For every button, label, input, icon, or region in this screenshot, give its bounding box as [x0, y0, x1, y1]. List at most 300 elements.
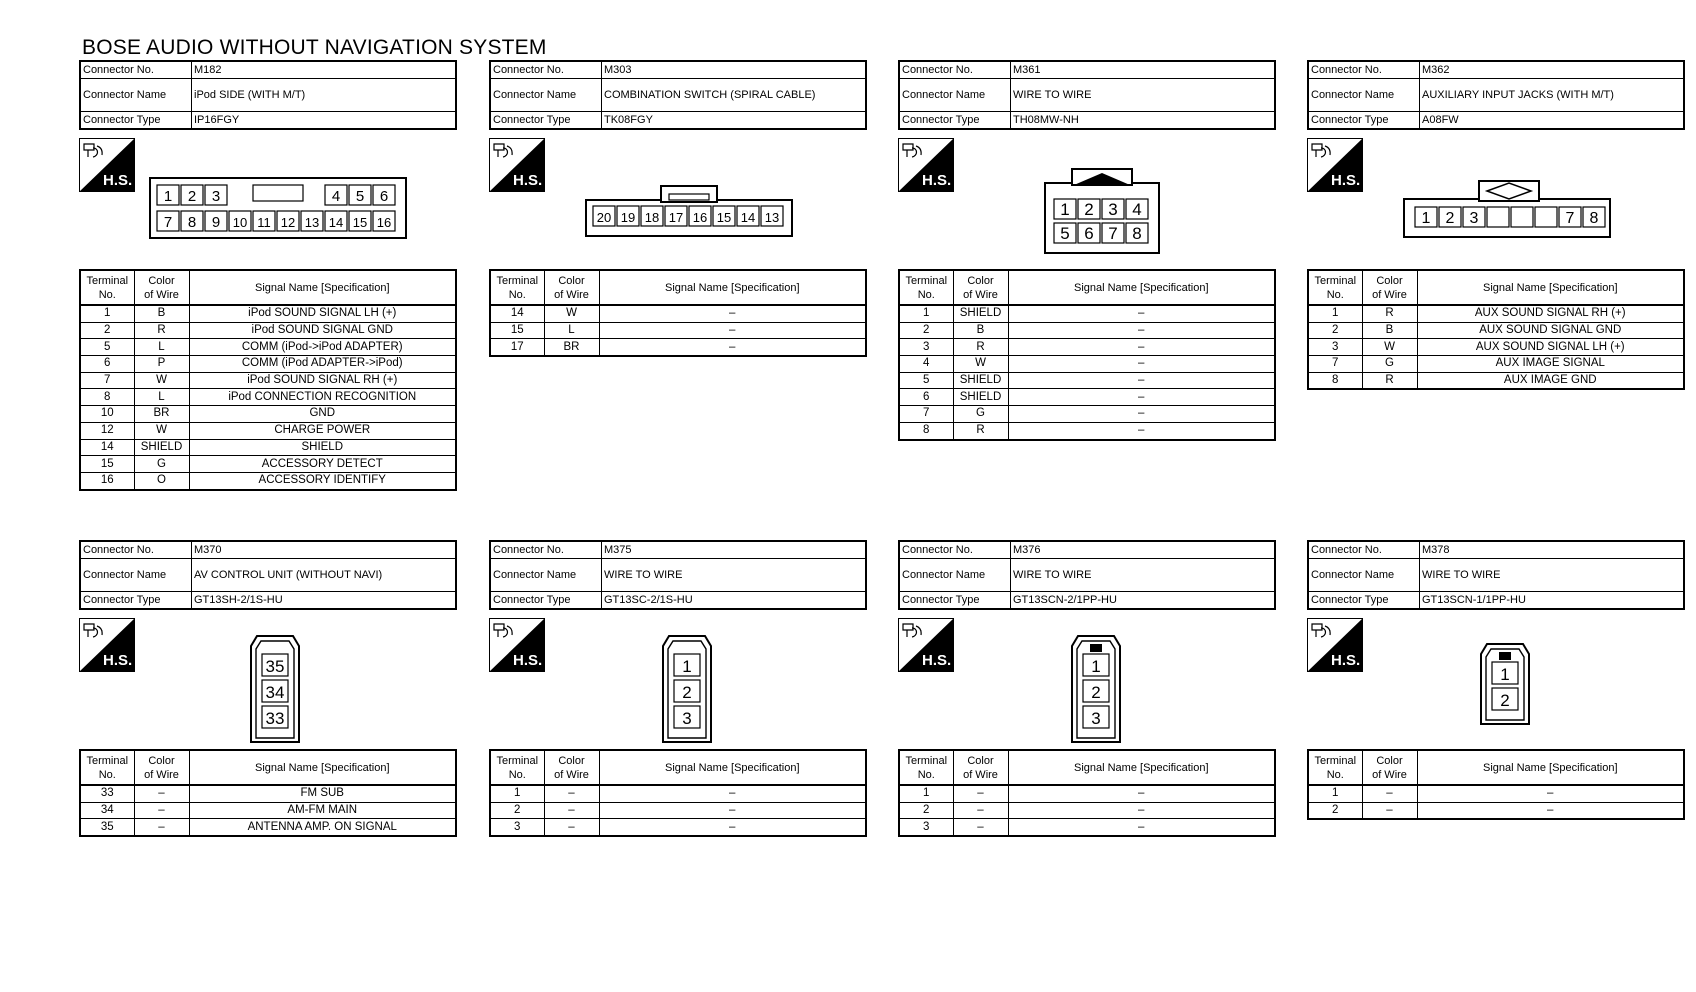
connector-info-table — [1307, 60, 1685, 130]
connector-panel-m370 — [79, 540, 457, 837]
terminal-no: 2 — [490, 802, 544, 819]
pin-label: 2 — [682, 683, 692, 702]
wire-color: G — [134, 456, 189, 473]
connector-name-label: Connector Name — [80, 79, 192, 112]
hs-label: H.S. — [1331, 652, 1361, 669]
terminal-no: 2 — [899, 802, 953, 819]
terminal-no: 15 — [490, 322, 544, 339]
pin-label: 11 — [257, 215, 271, 230]
color-header: Color of Wire — [544, 750, 599, 785]
connector-face-m361 — [1044, 167, 1162, 255]
connector-panel-m378 — [1307, 540, 1685, 820]
terminal-no: 16 — [80, 472, 134, 489]
connector-no-value: M376 — [1011, 541, 1276, 559]
wire-color: SHIELD — [953, 372, 1008, 389]
terminal-no: 12 — [80, 422, 134, 439]
terminal-no: 2 — [1308, 802, 1362, 819]
connector-name-label: Connector Name — [1308, 559, 1420, 592]
harness-side-icon — [898, 618, 954, 672]
terminal-no: 8 — [1308, 372, 1362, 389]
terminal-table — [1307, 269, 1685, 390]
signal-name: – — [1008, 322, 1275, 339]
pin-label: 16 — [376, 215, 392, 230]
connector-no-value: M370 — [192, 541, 457, 559]
wire-color: W — [953, 356, 1008, 373]
connector-face-m376 — [1070, 634, 1122, 744]
connector-name-label: Connector Name — [80, 559, 192, 592]
signal-name: – — [1008, 389, 1275, 406]
wire-color: – — [953, 785, 1008, 802]
connector-name-label: Connector Name — [899, 559, 1011, 592]
pin-label: 15 — [352, 215, 368, 230]
signal-name: AUX SOUND SIGNAL GND — [1417, 322, 1684, 339]
pin-label: 13 — [304, 215, 320, 230]
terminal-no: 1 — [899, 305, 953, 322]
wire-color: O — [134, 472, 189, 489]
connector-no-value: M361 — [1011, 61, 1276, 79]
terminal-no: 15 — [80, 456, 134, 473]
wire-color: BR — [544, 339, 599, 356]
table-row — [899, 389, 1275, 406]
pin-label: 2 — [187, 188, 197, 205]
color-header: Color of Wire — [134, 270, 189, 305]
pin-label: 5 — [1060, 224, 1070, 243]
signal-name: iPod SOUND SIGNAL GND — [189, 322, 456, 339]
table-row — [1308, 785, 1684, 802]
connector-name-label: Connector Name — [1308, 79, 1420, 112]
terminal-no: 35 — [80, 819, 134, 836]
terminal-no: 1 — [490, 785, 544, 802]
signal-name: COMM (iPod ADAPTER->iPod) — [189, 356, 456, 373]
terminal-no: 1 — [1308, 785, 1362, 802]
connector-name-value: AV CONTROL UNIT (WITHOUT NAVI) — [192, 559, 457, 592]
connector-no-label: Connector No. — [899, 541, 1011, 559]
wire-color: – — [544, 819, 599, 836]
pin-label: 10 — [232, 215, 248, 230]
terminal-no: 2 — [1308, 322, 1362, 339]
color-header: Color of Wire — [1362, 750, 1417, 785]
connector-name-value: WIRE TO WIRE — [1011, 79, 1276, 112]
hs-label: H.S. — [1331, 172, 1361, 189]
pin-label: 3 — [682, 709, 692, 728]
terminal-table — [489, 749, 867, 837]
connector-info-table — [489, 60, 867, 130]
color-header: Color of Wire — [1362, 270, 1417, 305]
terminal-no: 2 — [899, 322, 953, 339]
terminal-header: Terminal No. — [490, 750, 544, 785]
table-row — [80, 339, 456, 356]
terminal-header: Terminal No. — [1308, 750, 1362, 785]
terminal-no: 7 — [899, 406, 953, 423]
table-row — [1308, 372, 1684, 389]
connector-panel-m361 — [898, 60, 1276, 441]
signal-header: Signal Name [Specification] — [1417, 750, 1684, 785]
connector-type-value: IP16FGY — [192, 112, 457, 130]
connector-info-table — [79, 60, 457, 130]
table-row — [80, 356, 456, 373]
pin-label: 3 — [1108, 200, 1118, 219]
harness-side-icon — [489, 138, 545, 192]
wire-color: – — [953, 802, 1008, 819]
connector-type-label: Connector Type — [1308, 592, 1420, 610]
signal-header: Signal Name [Specification] — [1008, 270, 1275, 305]
terminal-no: 6 — [80, 356, 134, 373]
signal-name: – — [1008, 785, 1275, 802]
table-row — [1308, 802, 1684, 819]
table-row — [80, 322, 456, 339]
harness-side-icon — [1307, 138, 1363, 192]
signal-header: Signal Name [Specification] — [599, 270, 866, 305]
connector-name-value: WIRE TO WIRE — [1420, 559, 1685, 592]
pin-label: 14 — [328, 215, 344, 230]
terminal-table — [898, 749, 1276, 837]
connector-face-m182 — [149, 177, 409, 241]
pin-label: 33 — [265, 709, 285, 728]
connector-type-label: Connector Type — [1308, 112, 1420, 130]
wire-color: – — [544, 802, 599, 819]
signal-name: AUX SOUND SIGNAL RH (+) — [1417, 305, 1684, 322]
signal-name: – — [1008, 339, 1275, 356]
hs-label: H.S. — [922, 172, 952, 189]
pin-label: 19 — [620, 210, 636, 225]
signal-name: – — [599, 305, 866, 322]
table-row — [899, 802, 1275, 819]
wire-color: R — [1362, 372, 1417, 389]
pin-label: 8 — [187, 214, 197, 231]
wire-color: – — [134, 785, 189, 802]
wire-color: – — [1362, 802, 1417, 819]
table-row — [80, 406, 456, 423]
pin-label: 4 — [1132, 200, 1142, 219]
signal-name: AUX IMAGE GND — [1417, 372, 1684, 389]
wire-color: B — [1362, 322, 1417, 339]
table-row — [80, 802, 456, 819]
terminal-no: 1 — [80, 305, 134, 322]
signal-name: iPod CONNECTION RECOGNITION — [189, 389, 456, 406]
pin-label: 2 — [1500, 691, 1510, 710]
signal-header: Signal Name [Specification] — [1008, 750, 1275, 785]
pin-label: 3 — [1091, 709, 1101, 728]
wire-color: L — [134, 339, 189, 356]
signal-name: ANTENNA AMP. ON SIGNAL — [189, 819, 456, 836]
wire-color: G — [953, 406, 1008, 423]
pin-label: 2 — [1091, 683, 1101, 702]
table-row — [899, 305, 1275, 322]
pin-label: 6 — [379, 188, 389, 205]
table-row — [80, 472, 456, 489]
table-row — [80, 305, 456, 322]
signal-name: – — [1008, 802, 1275, 819]
connector-info-table — [898, 60, 1276, 130]
connector-type-value: TH08MW-NH — [1011, 112, 1276, 130]
connector-type-label: Connector Type — [490, 592, 602, 610]
connector-name-value: WIRE TO WIRE — [602, 559, 867, 592]
terminal-no: 5 — [899, 372, 953, 389]
connector-info-table — [489, 540, 867, 610]
connector-no-label: Connector No. — [899, 61, 1011, 79]
table-row — [899, 422, 1275, 439]
connector-type-value: TK08FGY — [602, 112, 867, 130]
signal-name: – — [1008, 356, 1275, 373]
wire-color: SHIELD — [134, 439, 189, 456]
terminal-no: 1 — [899, 785, 953, 802]
pin-label: 14 — [740, 210, 756, 225]
signal-header: Signal Name [Specification] — [599, 750, 866, 785]
pin-label: 2 — [1084, 200, 1094, 219]
connector-face-m370 — [249, 634, 301, 744]
connector-no-label: Connector No. — [490, 541, 602, 559]
table-row — [899, 322, 1275, 339]
color-header: Color of Wire — [134, 750, 189, 785]
wire-color: – — [134, 819, 189, 836]
pin-label: 2 — [1445, 210, 1455, 227]
signal-name: COMM (iPod->iPod ADAPTER) — [189, 339, 456, 356]
connector-type-label: Connector Type — [899, 112, 1011, 130]
harness-side-icon — [79, 138, 135, 192]
terminal-table — [898, 269, 1276, 441]
signal-name: SHIELD — [189, 439, 456, 456]
connector-no-value: M375 — [602, 541, 867, 559]
pin-label: 7 — [163, 214, 173, 231]
connector-name-label: Connector Name — [490, 559, 602, 592]
table-row — [899, 406, 1275, 423]
signal-name: GND — [189, 406, 456, 423]
signal-name: – — [1417, 802, 1684, 819]
color-header: Color of Wire — [544, 270, 599, 305]
pin-label: 35 — [265, 657, 285, 676]
signal-name: FM SUB — [189, 785, 456, 802]
wire-color: – — [134, 802, 189, 819]
harness-side-icon — [79, 618, 135, 672]
page-title: BOSE AUDIO WITHOUT NAVIGATION SYSTEM — [82, 36, 547, 59]
wire-color: L — [544, 322, 599, 339]
pin-label: 9 — [211, 214, 221, 231]
terminal-no: 2 — [80, 322, 134, 339]
table-row — [490, 785, 866, 802]
connector-type-value: GT13SCN-1/1PP-HU — [1420, 592, 1685, 610]
connector-no-value: M362 — [1420, 61, 1685, 79]
wire-color: B — [953, 322, 1008, 339]
signal-name: – — [1008, 819, 1275, 836]
connector-type-label: Connector Type — [490, 112, 602, 130]
wire-color: R — [134, 322, 189, 339]
signal-name: – — [1008, 406, 1275, 423]
connector-name-value: AUXILIARY INPUT JACKS (WITH M/T) — [1420, 79, 1685, 112]
table-row — [80, 372, 456, 389]
terminal-no: 7 — [1308, 356, 1362, 373]
connector-panel-m376 — [898, 540, 1276, 837]
signal-name: – — [599, 322, 866, 339]
table-row — [80, 456, 456, 473]
pin-label: 20 — [596, 210, 612, 225]
pin-label: 1 — [163, 188, 173, 205]
signal-name: – — [599, 819, 866, 836]
signal-name: AM-FM MAIN — [189, 802, 456, 819]
signal-name: ACCESSORY DETECT — [189, 456, 456, 473]
terminal-no: 5 — [80, 339, 134, 356]
signal-name: CHARGE POWER — [189, 422, 456, 439]
connector-panel-m182 — [79, 60, 457, 491]
wire-color: R — [1362, 305, 1417, 322]
connector-face-m378 — [1479, 642, 1531, 726]
terminal-no: 14 — [490, 305, 544, 322]
terminal-header: Terminal No. — [1308, 270, 1362, 305]
signal-header: Signal Name [Specification] — [1417, 270, 1684, 305]
signal-name: – — [599, 802, 866, 819]
table-row — [80, 422, 456, 439]
terminal-header: Terminal No. — [899, 270, 953, 305]
pin-label: 5 — [355, 188, 365, 205]
connector-info-table — [1307, 540, 1685, 610]
terminal-no: 33 — [80, 785, 134, 802]
pin-label: 1 — [1500, 665, 1510, 684]
pin-label: 13 — [764, 210, 780, 225]
signal-name: – — [1417, 785, 1684, 802]
wire-color: G — [1362, 356, 1417, 373]
table-row — [490, 305, 866, 322]
terminal-table — [1307, 749, 1685, 820]
connector-no-value: M378 — [1420, 541, 1685, 559]
table-row — [490, 819, 866, 836]
signal-name: iPod SOUND SIGNAL RH (+) — [189, 372, 456, 389]
pin-label: 7 — [1108, 224, 1118, 243]
terminal-no: 8 — [899, 422, 953, 439]
hs-label: H.S. — [103, 652, 133, 669]
connector-face-m362 — [1403, 177, 1613, 241]
wire-color: B — [134, 305, 189, 322]
terminal-no: 34 — [80, 802, 134, 819]
pin-label: 1 — [682, 657, 692, 676]
connector-name-label: Connector Name — [490, 79, 602, 112]
connector-name-value: COMBINATION SWITCH (SPIRAL CABLE) — [602, 79, 867, 112]
terminal-no: 3 — [899, 339, 953, 356]
signal-name: – — [1008, 422, 1275, 439]
wire-color: – — [953, 819, 1008, 836]
terminal-no: 7 — [80, 372, 134, 389]
table-row — [80, 819, 456, 836]
pin-label: 12 — [280, 215, 296, 230]
color-header: Color of Wire — [953, 750, 1008, 785]
signal-name: ACCESSORY IDENTIFY — [189, 472, 456, 489]
wire-color: W — [544, 305, 599, 322]
table-row — [1308, 356, 1684, 373]
connector-type-label: Connector Type — [899, 592, 1011, 610]
table-row — [899, 356, 1275, 373]
pin-label: 7 — [1565, 210, 1575, 227]
connector-face-m375 — [661, 634, 713, 744]
pin-label: 17 — [668, 210, 684, 225]
connector-no-label: Connector No. — [1308, 541, 1420, 559]
terminal-table — [79, 749, 457, 837]
connector-no-value: M182 — [192, 61, 457, 79]
signal-name: – — [1008, 305, 1275, 322]
wire-color: SHIELD — [953, 305, 1008, 322]
connector-name-value: WIRE TO WIRE — [1011, 559, 1276, 592]
connector-type-value: GT13SC-2/1S-HU — [602, 592, 867, 610]
table-row — [899, 339, 1275, 356]
wire-color: R — [953, 339, 1008, 356]
table-row — [490, 802, 866, 819]
connector-no-label: Connector No. — [80, 61, 192, 79]
terminal-header: Terminal No. — [490, 270, 544, 305]
terminal-table — [79, 269, 457, 491]
connector-type-label: Connector Type — [80, 592, 192, 610]
terminal-no: 3 — [899, 819, 953, 836]
signal-name: iPod SOUND SIGNAL LH (+) — [189, 305, 456, 322]
connector-no-label: Connector No. — [490, 61, 602, 79]
wire-color: W — [134, 372, 189, 389]
terminal-no: 1 — [1308, 305, 1362, 322]
connector-face-m303 — [585, 182, 795, 238]
pin-label: 3 — [211, 188, 221, 205]
wire-color: R — [953, 422, 1008, 439]
wire-color: BR — [134, 406, 189, 423]
hs-label: H.S. — [513, 652, 543, 669]
harness-side-icon — [489, 618, 545, 672]
hs-label: H.S. — [103, 172, 133, 189]
terminal-no: 3 — [1308, 339, 1362, 356]
harness-side-icon — [1307, 618, 1363, 672]
terminal-no: 6 — [899, 389, 953, 406]
connector-panel-m303 — [489, 60, 867, 357]
table-row — [80, 439, 456, 456]
connector-no-label: Connector No. — [1308, 61, 1420, 79]
connector-type-value: A08FW — [1420, 112, 1685, 130]
table-row — [899, 785, 1275, 802]
terminal-table — [489, 269, 867, 357]
terminal-no: 4 — [899, 356, 953, 373]
pin-label: 8 — [1132, 224, 1142, 243]
terminal-no: 3 — [490, 819, 544, 836]
wire-color: P — [134, 356, 189, 373]
table-row — [80, 785, 456, 802]
signal-name: AUX IMAGE SIGNAL — [1417, 356, 1684, 373]
signal-name: – — [1008, 372, 1275, 389]
wire-color: L — [134, 389, 189, 406]
wire-color: W — [134, 422, 189, 439]
terminal-header: Terminal No. — [80, 750, 134, 785]
pin-label: 1 — [1091, 657, 1101, 676]
signal-header: Signal Name [Specification] — [189, 750, 456, 785]
terminal-no: 17 — [490, 339, 544, 356]
terminal-no: 8 — [80, 389, 134, 406]
pin-label: 3 — [1469, 210, 1479, 227]
table-row — [490, 339, 866, 356]
hs-label: H.S. — [513, 172, 543, 189]
signal-name: – — [599, 339, 866, 356]
pin-label: 18 — [644, 210, 660, 225]
terminal-no: 14 — [80, 439, 134, 456]
pin-label: 6 — [1084, 224, 1094, 243]
connector-type-value: GT13SH-2/1S-HU — [192, 592, 457, 610]
pin-label: 8 — [1589, 210, 1599, 227]
table-row — [899, 372, 1275, 389]
signal-name: AUX SOUND SIGNAL LH (+) — [1417, 339, 1684, 356]
connector-panel-m362 — [1307, 60, 1685, 390]
terminal-header: Terminal No. — [80, 270, 134, 305]
wire-color: W — [1362, 339, 1417, 356]
connector-no-label: Connector No. — [80, 541, 192, 559]
color-header: Color of Wire — [953, 270, 1008, 305]
harness-side-icon — [898, 138, 954, 192]
connector-name-label: Connector Name — [899, 79, 1011, 112]
connector-type-value: GT13SCN-2/1PP-HU — [1011, 592, 1276, 610]
table-row — [1308, 339, 1684, 356]
connector-info-table — [898, 540, 1276, 610]
pin-label: 1 — [1421, 210, 1431, 227]
hs-label: H.S. — [922, 652, 952, 669]
pin-label: 4 — [331, 188, 341, 205]
